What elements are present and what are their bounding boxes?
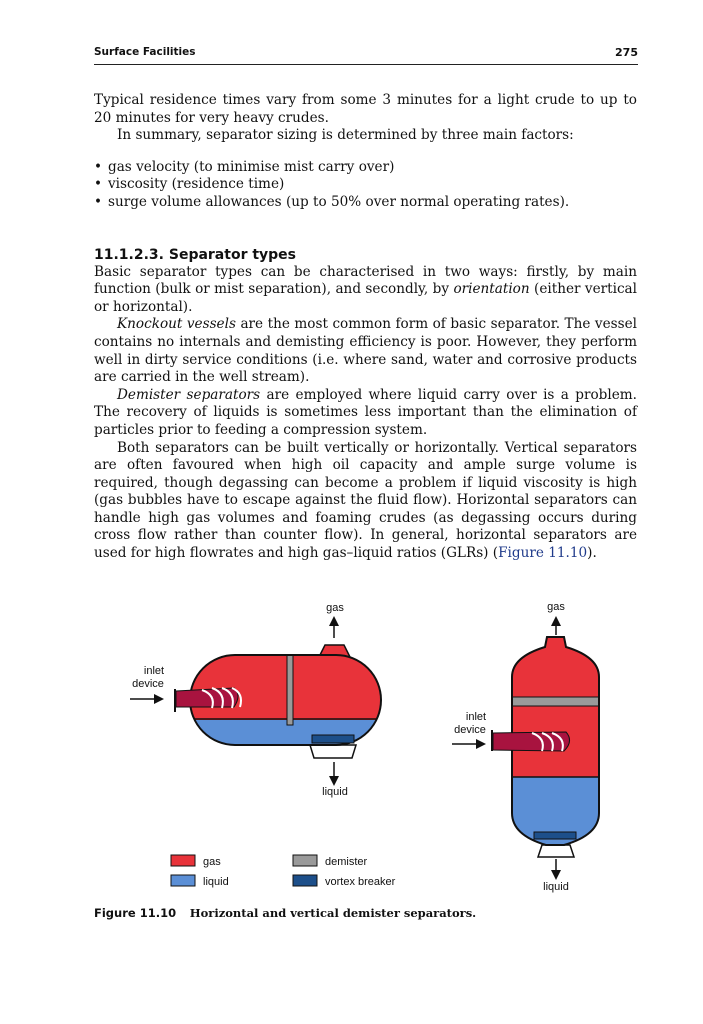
inlet-label-v: inlet <box>465 711 487 723</box>
arrow-down-icon <box>329 776 339 786</box>
paragraph-basic-types: Basic separator types can be characterised in two ways: firstly, by main function (bulk or mist separation), and secondly, by orientation (either vertical or horizontal). <box>94 263 638 315</box>
legend-label-liquid: liquid <box>203 876 229 888</box>
list-item: • surge volume allowances (up to 50% over normal operating rates). <box>94 194 637 212</box>
page-number: 275 <box>615 46 638 59</box>
figure-caption <box>94 906 637 920</box>
vertical-separator <box>452 601 604 893</box>
legend-label-vortex-breaker: vortex breaker <box>325 876 396 888</box>
gas-label-h: gas <box>326 602 344 614</box>
legend-label-gas: gas <box>203 856 221 868</box>
inlet-device-v <box>493 732 570 751</box>
horizontal-separator <box>130 602 381 798</box>
liquid-label-v: liquid <box>543 881 569 893</box>
caption-text: Horizontal and vertical demister separators. <box>189 906 477 920</box>
legend-swatch-gas <box>171 855 195 866</box>
arrow-right-icon <box>476 739 486 749</box>
paragraph-residence-times: Typical residence times vary from some 3 minutes for a light crude to up to 20 minutes for very heavy crudes. <box>94 92 637 126</box>
list-item: • viscosity (residence time) <box>94 176 637 194</box>
arrow-right-icon <box>154 694 164 704</box>
arrow-down-icon <box>551 870 561 880</box>
gas-label-v: gas <box>547 601 565 613</box>
legend-swatch-liquid <box>171 875 195 886</box>
demister-pad-v <box>504 697 604 706</box>
term-demister-separators: Demister separators <box>117 386 261 403</box>
page-body <box>94 92 637 563</box>
demister-baffle-h <box>287 655 293 725</box>
section-heading <box>94 246 637 264</box>
liquid-label-h: liquid <box>322 786 348 798</box>
running-header <box>94 46 638 65</box>
legend-label-demister: demister <box>325 856 368 868</box>
section-title: Separator types <box>168 246 297 263</box>
vortex-breaker-v <box>534 832 576 839</box>
paragraph-summary: In summary, separator sizing is determined by three main factors: <box>117 127 574 144</box>
term-knockout-vessels: Knockout vessels <box>117 316 236 333</box>
list-item: • gas velocity (to minimise mist carry over) <box>94 159 637 177</box>
liquid-outlet-nozzle-v <box>538 845 574 857</box>
inlet-label-h: inlet <box>143 665 165 677</box>
liquid-outlet-nozzle-h <box>310 745 356 758</box>
vortex-breaker-h <box>312 735 354 743</box>
arrow-up-icon <box>329 616 339 626</box>
term-orientation: orientation <box>453 281 530 298</box>
device-label-v: device <box>454 724 486 736</box>
paragraph-demister-separators: Demister separators are employed where liquid carry over is a problem. The recovery of liquids is sometimes less important than the elimination of particles prior to feeding a compression system. <box>94 386 637 438</box>
figure-link[interactable]: Figure 11.10 <box>498 545 588 562</box>
gas-zone-h <box>190 655 381 720</box>
separator-diagram <box>94 595 637 895</box>
running-title: Surface Facilities <box>94 46 196 58</box>
section-number: 11.1.2.3. <box>94 246 164 263</box>
paragraph-orientation: Both separators can be built vertically or horizontally. Vertical separators are often favoured when high oil capacity and ample surge volume is required, though degassing can become a problem if liquid viscosity is high (gas bubbles have to escape against the fluid flow). Horizontal separators can handle high gas volumes and foaming crudes (as degassing occurs during cross flow rather than counter flow). In general, horizontal separators are used for high flowrates and high gas–liquid ratios (GLRs) (Figure 11.10). <box>94 439 637 562</box>
figure-legend <box>171 855 396 888</box>
separator-figure <box>94 595 637 895</box>
caption-label: Figure 11.10 <box>94 906 177 920</box>
paragraph-knockout-vessels: Knockout vessels are the most common form of basic separator. The vessel contains no internals and demisting efficiency is poor. However, they perform well in dirty service conditions (i.e. where sand, water and corrosive products are carried in the well stream). <box>94 316 637 386</box>
sizing-factors-list <box>94 159 637 212</box>
device-label-h: device <box>132 678 164 690</box>
arrow-up-icon <box>551 616 561 626</box>
legend-swatch-vortex-breaker <box>293 875 317 886</box>
legend-swatch-demister <box>293 855 317 866</box>
